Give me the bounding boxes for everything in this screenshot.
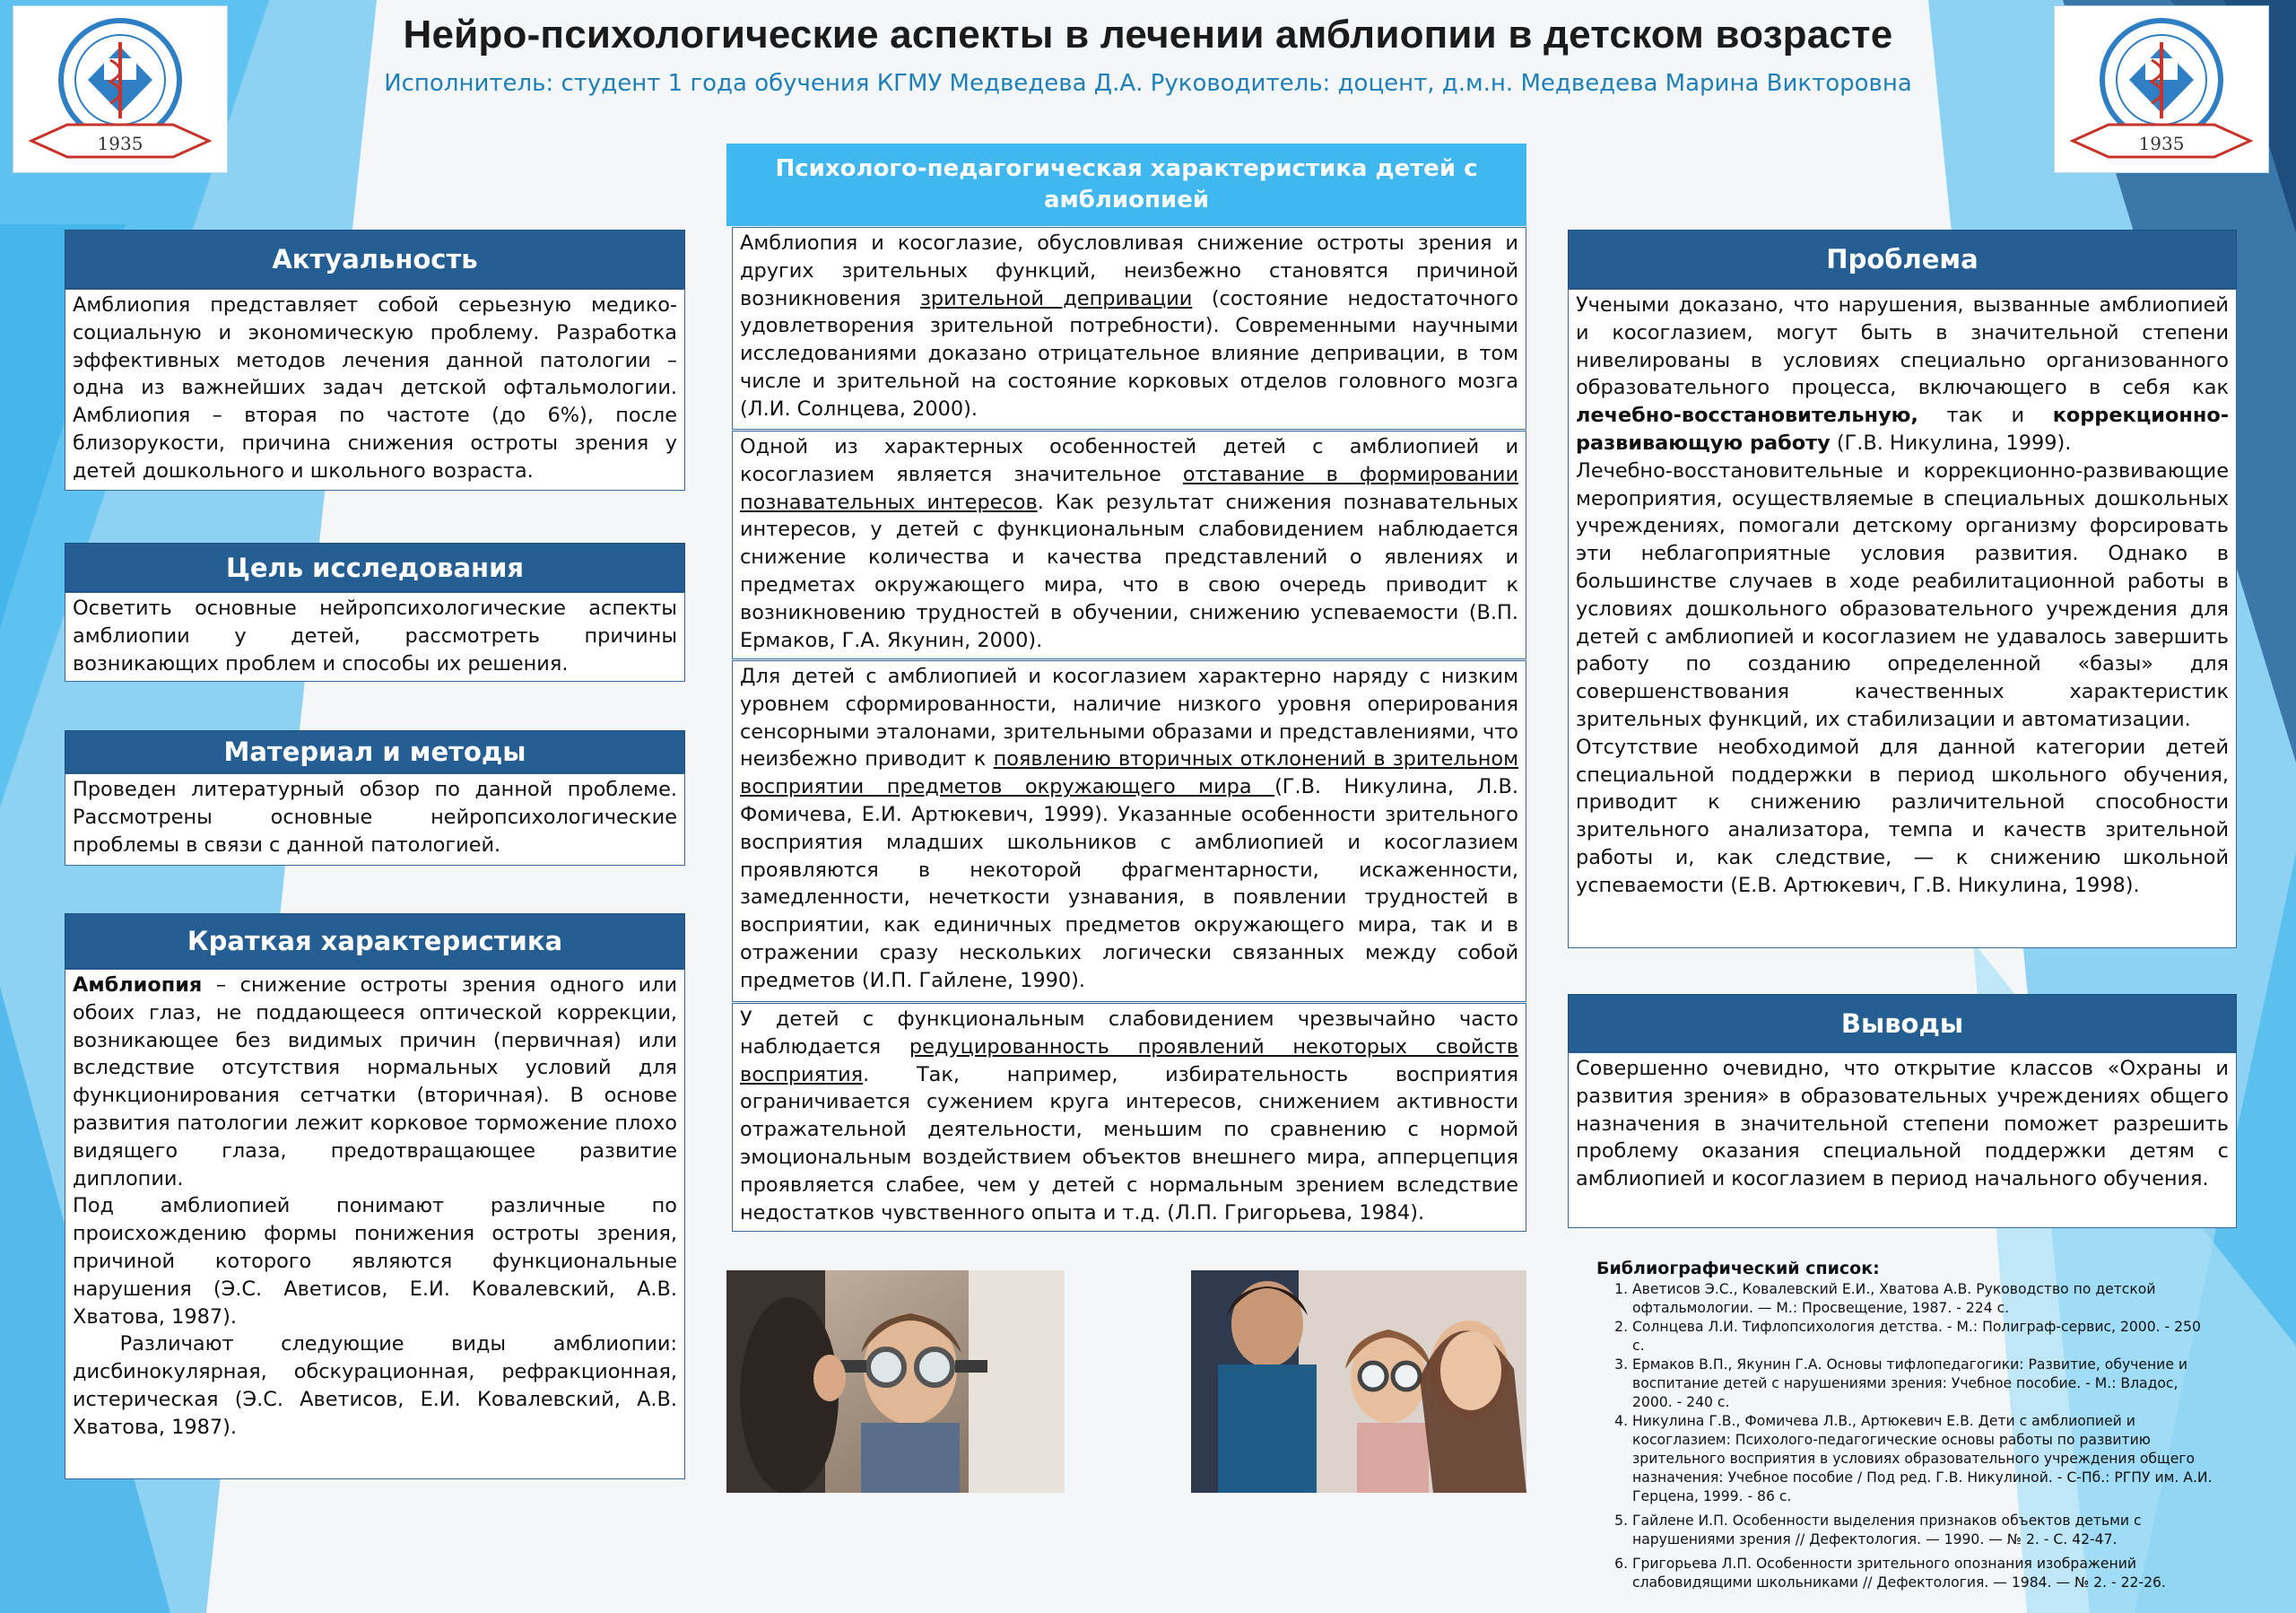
kratkaya-paragraph-3: Различают следующие виды амблиопии: дисбинокулярная, обскурационная, рефракционная, истерическая (Э.С. Аветисов, Е.И. Ковалевский, А.В. Хватова, 1987). [73,1332,684,1439]
section-material [65,773,685,866]
bibliography-item: 5. Гайлене И.П. Особенности выделения признаков объектов детьми с нарушениями зрения // Дефектология. — 1990. — № 2. - С. 42-47. [1632,1512,2215,1549]
psych-text-2-underlined: отставание в формировании познавательных интересов [740,462,1518,514]
section-header-psych: Психолого-педагогическая характеристика детей с амблиопией [726,144,1526,226]
section-header-material: Материал и методы [65,730,685,773]
psych-text-4-underlined: редуцированность проявлений некоторых свойств восприятия [740,1034,1519,1086]
vyvody-text: Совершенно очевидно, что открытие классов «Охраны и развития зрения» в образовательных учреждениях общего назначения в значительной степени поможет разрешить проблему оказания специальной поддержки детям с амблиопией и косоглазием в период начального обучения. [1576,1057,2229,1191]
cel-text: Осветить основные нейропсихологические аспекты амблиопии у детей, рассмотреть причины возникающих проблем и способы их решения. [73,597,677,676]
psych-text-1-end: (состояние недостаточного удовлетворения зрительной потребности). Современными научными исследованиями доказано отрицательное влияние депривации, в том числе и зрительной на состояние корковых отделов головного мозга (Л.И. Солнцева, 2000). [740,286,1518,421]
bibliography-item: 1. Аветисов Э.С., Ковалевский Е.И., Хватова А.В. Руководство по детской офтальмологии. — М.: Просвещение, 1987. - 224 с. [1632,1280,2215,1318]
photo-boy-trial-frame [726,1270,1065,1493]
psych-text-3-start: Для детей с амблиопией и косоглазием характерно наряду с низким уровнем сформированности, наличие низкого уровня оперирования сенсорными эталонами, зрительными образами и представлениями, что неизбежно приводит к [740,665,1518,772]
problema-paragraph-3: Отсутствие необходимой для данной категории детей специальной поддержки в период школьного обучения, приводит к снижению различительной способности зрительного анализатора, темпа и качеств зрительной работы и, как следствие, — к снижению школьной успеваемости (Е.В. Артюкевич, Г.В. Никулина, 1998). [1576,735,2229,897]
psych-text-4 [733,1004,1526,1228]
psych-text-1-underlined: зрительной депривации [920,286,1193,310]
kratkaya-paragraph-2: Под амблиопией понимают различные по происхождению формы понижения остроты зрения, причиной которого являются функциональные нарушения (Э.С. Аветисов, Е.И. Ковалевский, А.В. Хватова, 1987). [73,1194,677,1329]
psych-block-1 [732,227,1526,430]
problema-bold-2: коррекционно-развивающую работу [1576,404,2229,455]
section-problema [1568,289,2237,948]
psych-text-3-underlined: появлению вторичных отклонений в зрительном восприятии предметов окружающего мира [740,747,1518,799]
aktualnost-text: Амблиопия представляет собой серьезную медико-социальную и экономическую проблему. Разработка эффективных методов лечения данной патологии – одна из важнейших задач детской офтальмологии. Амблиопия – вторая по частоте (до 6%), после близорукости, причина снижения остроты зрения у детей дошкольного и школьного возраста. [73,293,677,483]
section-header-problema: Проблема [1568,230,2237,289]
section-kratkaya [65,969,685,1479]
psych-text-4-end: . Так, например, избирательность восприятия ограничивается сужением круга интересов, снижением активности отражательной деятельности, меньшим по сравнению с нормой эмоциональным воздействием объектов внешнего мира, апперцепция проявляется слабее, чем у детей с нормальным зрением вследствие недостатков чувственного опыта и т.д. (Л.П. Григорьева, 1984). [740,1062,1518,1225]
problema-bold-1: лечебно-восстановительную, [1576,404,1918,428]
logo-year: 1935 [2138,133,2185,154]
problema-paragraph-2: Лечебно-восстановительные и коррекционно-развивающие мероприятия, осуществляемые в специальных дошкольных учреждениях, помогали детскому организму форсировать эти неблагоприятные условия развития. Однако в большинстве случаев в ходе реабилитационной работы в условиях дошкольного образовательного учреждения для детей с амблиопией и косоглазием не удавалось завершить работу по созданию определенной «базы» для совершенствования качественных характеристик зрительных функций, их стабилизации и автоматизации. [1576,458,2229,731]
problema-text [1569,290,2236,902]
psych-text-2-end: . Как результат снижения познавательных интересов, у детей с функциональным слабовидением наблюдается снижение количества и качества представлений о явлениях и предметах окружающего мира, что в свою очередь приводит к возникновению трудностей в обучении, снижению успеваемости (В.П. Ермаков, Г.А. Якунин, 2000). [740,490,1518,652]
section-header-aktualnost: Актуальность [65,230,685,289]
bibliography-item: 6. Григорьева Л.П. Особенности зрительного опознания изображений слабовидящими школьниками // Дефектология. — 1984. — № 2. - 22-26. [1632,1555,2215,1592]
bibliography-item: 2. Солнцева Л.И. Тифлопсихология детства. - М.: Полиграф-сервис, 2000. - 250 с. [1632,1318,2215,1356]
university-logo-left [13,5,228,173]
university-emblem [13,6,227,172]
bibliography-item: 3. Ермаков В.П., Якунин Г.А. Основы тифлопедагогики: Развитие, обучение и воспитание детей с нарушениями зрения: Учебное пособие. - М.: Владос, 2000. - 240 с. [1632,1356,2215,1412]
logo-year: 1935 [97,133,144,154]
photo-girl-eye-exam [1191,1270,1526,1493]
kratkaya-text [65,970,684,1443]
section-vyvody [1568,1052,2237,1228]
section-cel [65,592,685,682]
psych-block-4 [732,1003,1526,1232]
page-title: Нейро-психологические аспекты в лечении амблиопии в детском возрасте [403,13,1893,57]
psych-text-2-start: Одной из характерных особенностей детей с амблиопией и косоглазием является значительное [740,435,1518,486]
psych-block-3 [732,660,1526,1002]
section-header-kratkaya: Краткая характеристика [65,913,685,969]
page-subtitle: Исполнитель: студент 1 года обучения КГМУ Медведева Д.А. Руководитель: доцент, д.м.н. Медведева Марина Викторовна [384,70,1912,97]
section-header-vyvody: Выводы [1568,994,2237,1052]
section-header-cel: Цель исследования [65,543,685,592]
university-emblem [2055,6,2268,172]
bibliography [1596,1260,2215,1592]
psych-text-2 [733,432,1526,656]
amblyopia-definition: – снижение остроты зрения одного или обоих глаз, не поддающееся оптической коррекции, возникающее без видимых причин (первичная) или вследствие отсутствия нормальных условий для функционирования сетчатки (вторичная). В основе развития патологии лежит корковое торможение плохо видящего глаза, предотвращающее развитие диплопии. [73,973,677,1190]
psych-text-1-start: Амблиопия и косоглазие, обусловливая снижение остроты зрения и других зрительных функций, неизбежно становятся причиной возникновения [740,231,1518,310]
bibliography-title: Библиографический список: [1596,1259,1880,1278]
amblyopia-term: Амблиопия [73,973,203,997]
psych-block-2 [732,431,1526,659]
problema-text-1a: Учеными доказано, что нарушения, вызванные амблиопией и косоглазием, могут быть в значительной степени нивелированы в условиях специально организованного образовательного процесса, включающего в себя как [1576,293,2229,400]
psych-text-1 [733,228,1526,425]
section-aktualnost [65,289,685,491]
bibliography-item: 4. Никулина Г.В., Фомичева Л.В., Артюкевич Е.В. Дети с амблиопией и косоглазием: Психолого-педагогические основы работы по развитию зрительного восприятия в условиях образовательного учреждения общего назначения: Учебное пособие / Под ред. Г.В. Никулиной. - С-Пб.: РГПУ им. А.И. Герцена, 1999. - 86 с. [1632,1412,2215,1506]
problema-text-1c: так и [1918,404,2053,428]
psych-text-3 [733,661,1526,997]
problema-text-1d: (Г.В. Никулина, 1999). [1830,431,2072,455]
material-text: Проведен литературный обзор по данной проблеме. Рассмотрены основные нейропсихологические проблемы в связи с данной патологией. [73,778,677,857]
psych-text-3-end: (Г.В. Никулина, Л.В. Фомичева, Е.И. Артюкевич, 1999). Указанные особенности зрительного восприятия младших школьников с амблиопией и косоглазием проявляются в некоторой фрагментарности, искаженности, замедленности, нечеткости узнавания, в появлении трудностей в восприятии, как единичных предметов окружающего мира, так и в отражении сразу нескольких логически связанных между собой предметов (И.П. Гайлене, 1990). [740,775,1518,992]
psych-text-4-start: У детей с функциональным слабовидением чрезвычайно часто наблюдается [740,1007,1518,1059]
bibliography-list [1596,1280,2215,1592]
university-logo-right [2054,5,2269,173]
